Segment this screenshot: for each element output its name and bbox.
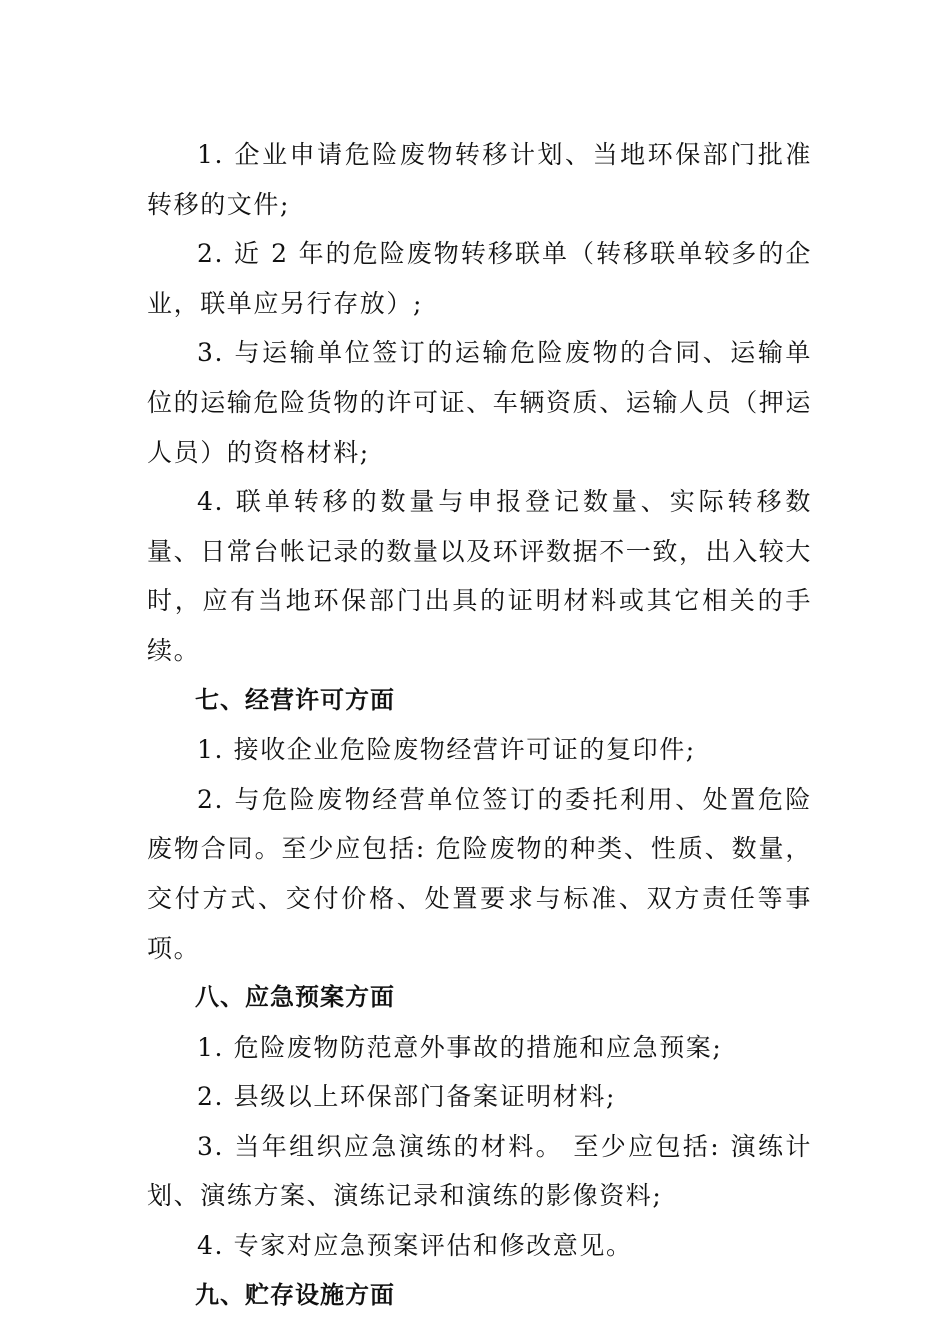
- paragraph-expert-review: 4. 专家对应急预案评估和修改意见。: [197, 1231, 633, 1261]
- paragraph-license-copy: 1. 接收企业危险废物经营许可证的复印件;: [197, 735, 696, 765]
- document-body: [147, 130, 812, 1320]
- paragraph-quantity-discrepancy: 4. 联单转移的数量与申报登记数量、实际转移数量、日常台帐记录的数量以及环评数据不一致，出入较大时，应有当地环保部门出具的证明材料或其它相关的手续。: [147, 487, 813, 665]
- section-heading-emergency-plan: 八、应急预案方面: [195, 983, 395, 1012]
- paragraph-disposal-contract: 2. 与危险废物经营单位签订的委托利用、处置危险废物合同。至少应包括: 危险废物的种类、性质、数量，交付方式、交付价格、处置要求与标准、双方责任等事项。: [147, 784, 812, 963]
- paragraph-transport-contract: 3. 与运输单位签订的运输危险废物的合同、运输单位的运输危险货物的许可证、车辆资质、运输人员（押运人员）的资格材料;: [147, 338, 813, 467]
- section-heading-business-license: 七、经营许可方面: [195, 685, 395, 714]
- paragraph-transfer-manifest: 2. 近 2 年的危险废物转移联单（转移联单较多的企业，联单应另行存放）;: [147, 239, 812, 318]
- paragraph-transfer-plan: 1. 企业申请危险废物转移计划、当地环保部门批准转移的文件;: [147, 140, 812, 219]
- paragraph-drill-materials: 3. 当年组织应急演练的材料。 至少应包括: 演练计划、演练方案、演练记录和演练的影像资料;: [147, 1131, 812, 1211]
- paragraph-emergency-measures: 1. 危险废物防范意外事故的措施和应急预案;: [197, 1032, 723, 1062]
- paragraph-filing-certificate: 2. 县级以上环保部门备案证明材料;: [197, 1082, 617, 1112]
- section-heading-storage-facility: 九、贮存设施方面: [195, 1280, 395, 1309]
